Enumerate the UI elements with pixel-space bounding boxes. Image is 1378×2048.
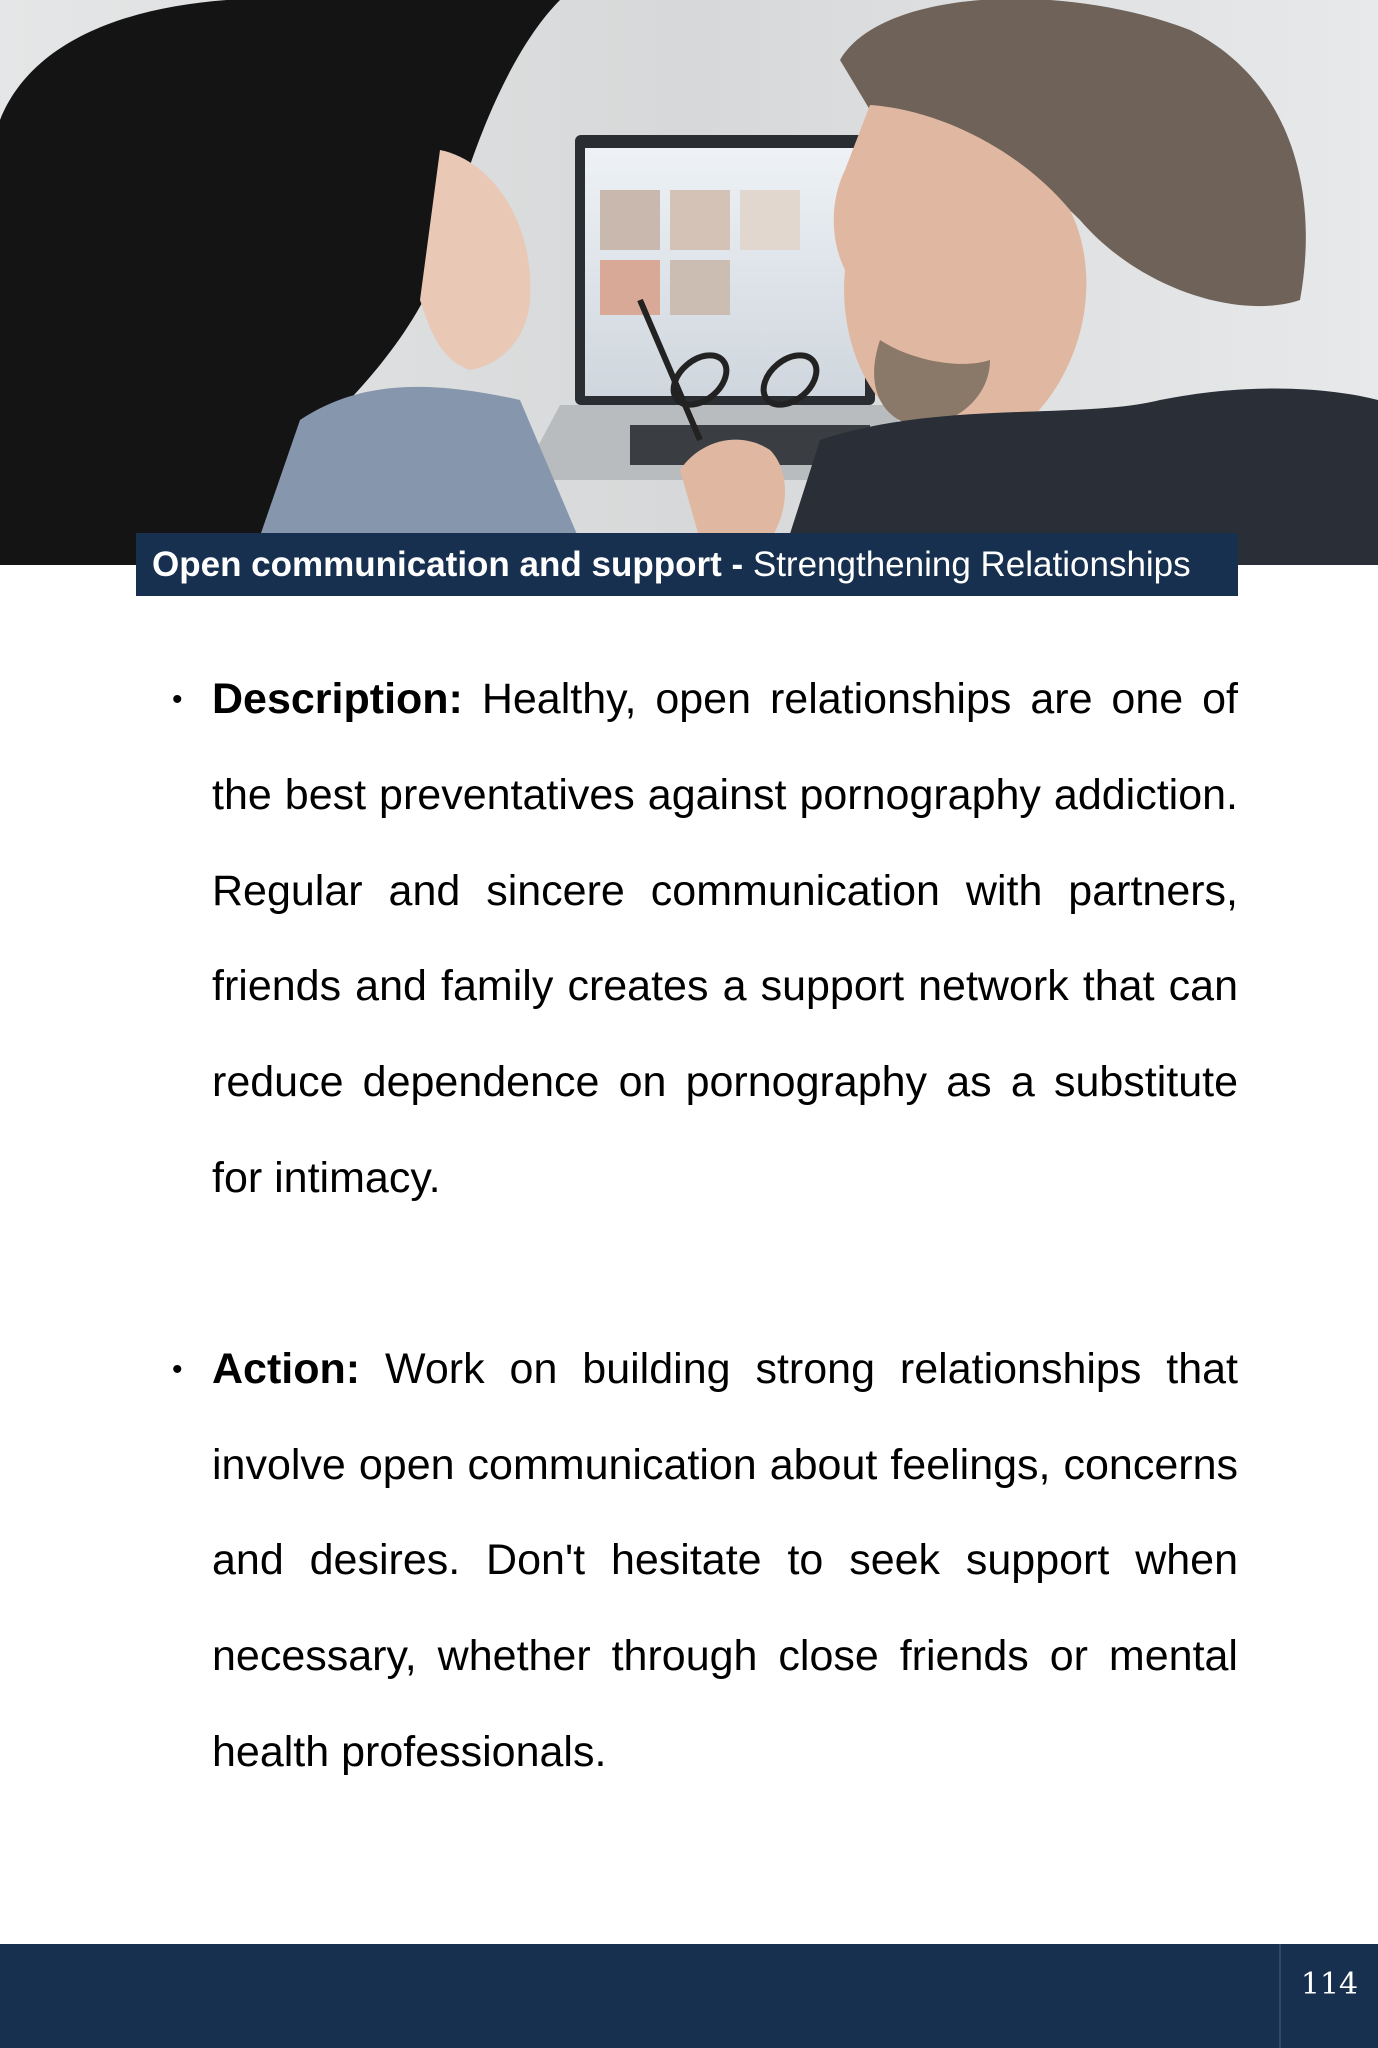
bullet-icon: • (172, 1352, 183, 1386)
list-item-description (172, 652, 1238, 1227)
page-number: 114 (1279, 1944, 1378, 2048)
bullet-icon: • (172, 683, 183, 716)
item-text: Healthy, open relationships are one of the best preventatives against pornography addiction. Regular and sincere communication with partners, friends and family creates a support network that can reduce dependence on pornography as a substitute for intimacy. (212, 675, 1238, 1202)
bullet-list (172, 652, 1239, 1801)
caption-title: Open communication and support - (152, 545, 744, 584)
item-label: Action: (212, 1344, 361, 1393)
footer-bar (0, 1944, 1378, 2048)
hero-photo (0, 0, 1378, 565)
list-item-action (172, 1322, 1239, 1801)
item-text: Work on building strong relationships that involve open communication about feelings, concerns and desires. Don't hesitate to seek support when necessary, whether through close friends or mental health professionals. (212, 1344, 1239, 1776)
item-label: Description: (212, 675, 463, 723)
image-caption-banner (136, 533, 1238, 596)
caption-subtitle: Strengthening Relationships (752, 545, 1191, 584)
